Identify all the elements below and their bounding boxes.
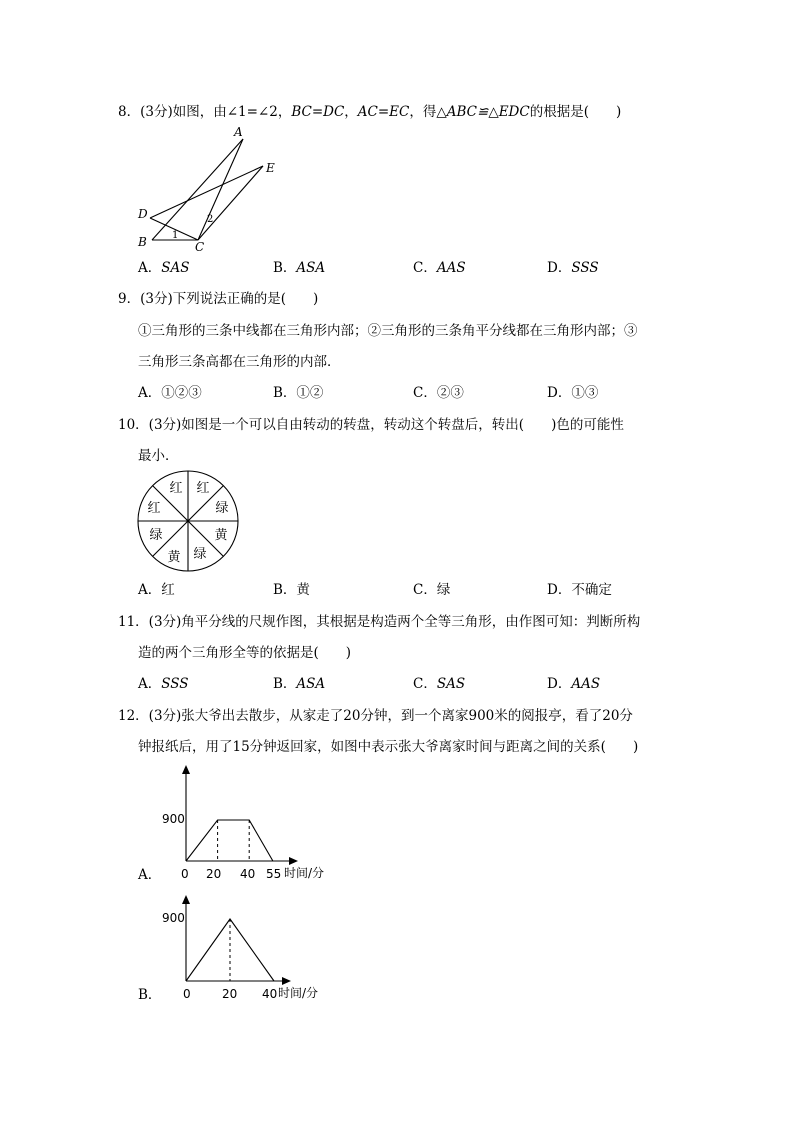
- q8-label-2: 2: [207, 214, 214, 225]
- q10-option-d-key: D．: [547, 582, 572, 598]
- q11-option-b[interactable]: [273, 675, 325, 693]
- graph-b-x-tick-0: 0: [183, 987, 191, 1001]
- q11-option-a-key: A．: [138, 676, 162, 692]
- q8-stem-suffix: 的根据是( ): [529, 104, 622, 120]
- q8-label-B: B: [138, 235, 147, 249]
- q8-option-a[interactable]: [138, 259, 190, 277]
- q8-ac-ec: AC=EC: [357, 104, 410, 120]
- q8-option-b-val: ASA: [296, 260, 326, 276]
- graph-b-x-tick-20: 20: [222, 987, 238, 1001]
- graph-b-x-arrow: [282, 977, 291, 985]
- q8-label-C: C: [195, 240, 205, 254]
- q9-option-d-key: D．: [547, 385, 572, 401]
- graph-a-y-tick-900: 900: [162, 812, 185, 826]
- wheel-divider-diag1: [153, 486, 224, 557]
- q12-option-b[interactable]: B．: [138, 987, 162, 1003]
- q11-stem-line2: 造的两个三角形全等的依据是( ): [138, 645, 352, 661]
- q9-option-c-key: C．: [413, 385, 437, 401]
- q11-option-a[interactable]: [138, 675, 189, 693]
- q10-option-c-key: C．: [413, 582, 437, 598]
- q10-option-d-val: 不确定: [571, 582, 612, 598]
- graph-a-x-arrow: [289, 857, 298, 865]
- q9-option-a-val: ①②③: [161, 385, 202, 401]
- q8-stem-prefix: 8．(3分)如图，由∠1=∠2，: [118, 104, 292, 120]
- q9-option-c[interactable]: [413, 384, 464, 402]
- q11-stem-line1: 11．(3分)角平分线的尺规作图，其根据是构造两个全等三角形，由作图可知：判断所构: [118, 614, 641, 630]
- q8-option-c[interactable]: [413, 259, 466, 277]
- graph-a-x-tick-55: 55: [266, 867, 282, 881]
- q8-option-c-val: AAS: [436, 260, 466, 276]
- wheel-sector-7: 绿: [149, 528, 163, 543]
- q11-option-c[interactable]: [413, 675, 465, 693]
- graph-a-x-tick-0: 0: [181, 867, 189, 881]
- q10-option-d[interactable]: [547, 581, 612, 599]
- q8-stem: [118, 103, 621, 121]
- q10-option-b-key: B．: [273, 582, 297, 598]
- q9-option-d[interactable]: [547, 384, 598, 402]
- q8-option-d-val: SSS: [571, 260, 599, 276]
- graph-a-x-unit: 时间/分: [284, 866, 325, 880]
- q11-option-b-key: B．: [273, 676, 297, 692]
- q9-statement-line2: 三角形三条高都在三角形的内部．: [138, 354, 341, 370]
- graph-b-x-unit: 时间/分: [278, 986, 319, 1000]
- q11-option-d-val: AAS: [571, 676, 601, 692]
- q9-stem: 9．(3分)下列说法正确的是( ): [118, 291, 319, 307]
- q10-option-c-val: 绿: [436, 582, 451, 598]
- q8-label-A: A: [234, 125, 243, 139]
- graph-a-x-tick-40: 40: [240, 867, 256, 881]
- graph-a-x-tick-20: 20: [206, 867, 222, 881]
- q10-option-a-key: A．: [138, 582, 162, 598]
- q10-option-b[interactable]: [273, 581, 310, 599]
- wheel-sector-6: 黄: [167, 550, 181, 565]
- q8-bc-dc: BC=DC: [291, 104, 345, 120]
- graph-b-y-tick-900: 900: [162, 911, 185, 925]
- wheel-outline: [138, 471, 238, 571]
- q11-option-c-key: C．: [413, 676, 437, 692]
- q9-option-a-key: A．: [138, 385, 162, 401]
- q8-option-a-key: A．: [138, 260, 162, 276]
- q8-triangles: △ABC≌△EDC: [436, 104, 530, 120]
- q9-statement-line1: ①三角形的三条中线都在三角形内部；②三角形的三条角平分线都在三角形内部；③: [138, 323, 638, 339]
- wheel-sector-1: 红: [169, 481, 183, 496]
- q10-option-a[interactable]: [138, 581, 175, 599]
- q8-seg-DE: [150, 166, 263, 218]
- graph-b-series-line: [186, 919, 274, 981]
- q8-label-E: E: [266, 161, 275, 175]
- q8-option-c-key: C．: [413, 260, 437, 276]
- q8-seg-AC: [198, 139, 243, 240]
- q8-option-b[interactable]: [273, 259, 325, 277]
- q9-option-d-val: ①③: [571, 385, 599, 401]
- q9-option-c-val: ②③: [436, 385, 464, 401]
- graph-b-y-arrow: [182, 895, 190, 904]
- q8-seg-BA: [152, 139, 243, 240]
- q8-option-b-key: B．: [273, 260, 297, 276]
- q8-option-a-val: SAS: [161, 260, 190, 276]
- graph-b-x-tick-40: 40: [262, 987, 278, 1001]
- q10-option-c[interactable]: [413, 581, 450, 599]
- q8-option-d[interactable]: [547, 259, 599, 277]
- q8-option-d-key: D．: [547, 260, 572, 276]
- q12-stem-line1: 12．(3分)张大爷出去散步，从家走了20分钟，到一个离家900米的阅报亭，看了20分: [118, 708, 633, 724]
- q11-option-d[interactable]: [547, 675, 600, 693]
- q10-option-b-val: 黄: [296, 582, 310, 598]
- q12-option-a[interactable]: A．: [138, 867, 162, 883]
- q8-label-1: 1: [172, 230, 179, 241]
- q12-stem-line2: 钟报纸后，用了15分钟返回家，如图中表示张大爷离家时间与距离之间的关系( ): [138, 739, 639, 755]
- q9-option-a[interactable]: [138, 384, 202, 402]
- q11-option-b-val: ASA: [296, 676, 326, 692]
- q11-option-a-val: SSS: [161, 676, 189, 692]
- graph-a-series-line: [186, 820, 273, 861]
- q10-stem-line2: 最小．: [138, 448, 179, 464]
- q9-option-b-val: ①②: [296, 385, 324, 401]
- q8-seg-DC: [150, 218, 198, 240]
- wheel-sector-2: 红: [196, 481, 210, 496]
- q8-sep2: ，得: [409, 104, 437, 120]
- q11-option-d-key: D．: [547, 676, 572, 692]
- graph-a-y-arrow: [182, 765, 190, 774]
- q10-option-a-val: 红: [161, 582, 175, 598]
- q9-option-b-key: B．: [273, 385, 297, 401]
- q8-sep1: ，: [344, 104, 358, 120]
- wheel-sector-3: 绿: [215, 501, 229, 516]
- q10-stem-line1: 10．(3分)如图是一个可以自由转动的转盘，转动这个转盘后，转出( )色的可能性: [118, 417, 624, 433]
- wheel-sector-4: 黄: [214, 528, 228, 543]
- wheel-sector-5: 绿: [193, 547, 207, 562]
- q11-option-c-val: SAS: [436, 676, 466, 692]
- q9-option-b[interactable]: [273, 384, 323, 402]
- wheel-sector-8: 红: [147, 501, 161, 516]
- wheel-divider-diag2: [153, 486, 224, 557]
- q8-label-D: D: [138, 207, 148, 221]
- q8-seg-EC: [198, 166, 263, 240]
